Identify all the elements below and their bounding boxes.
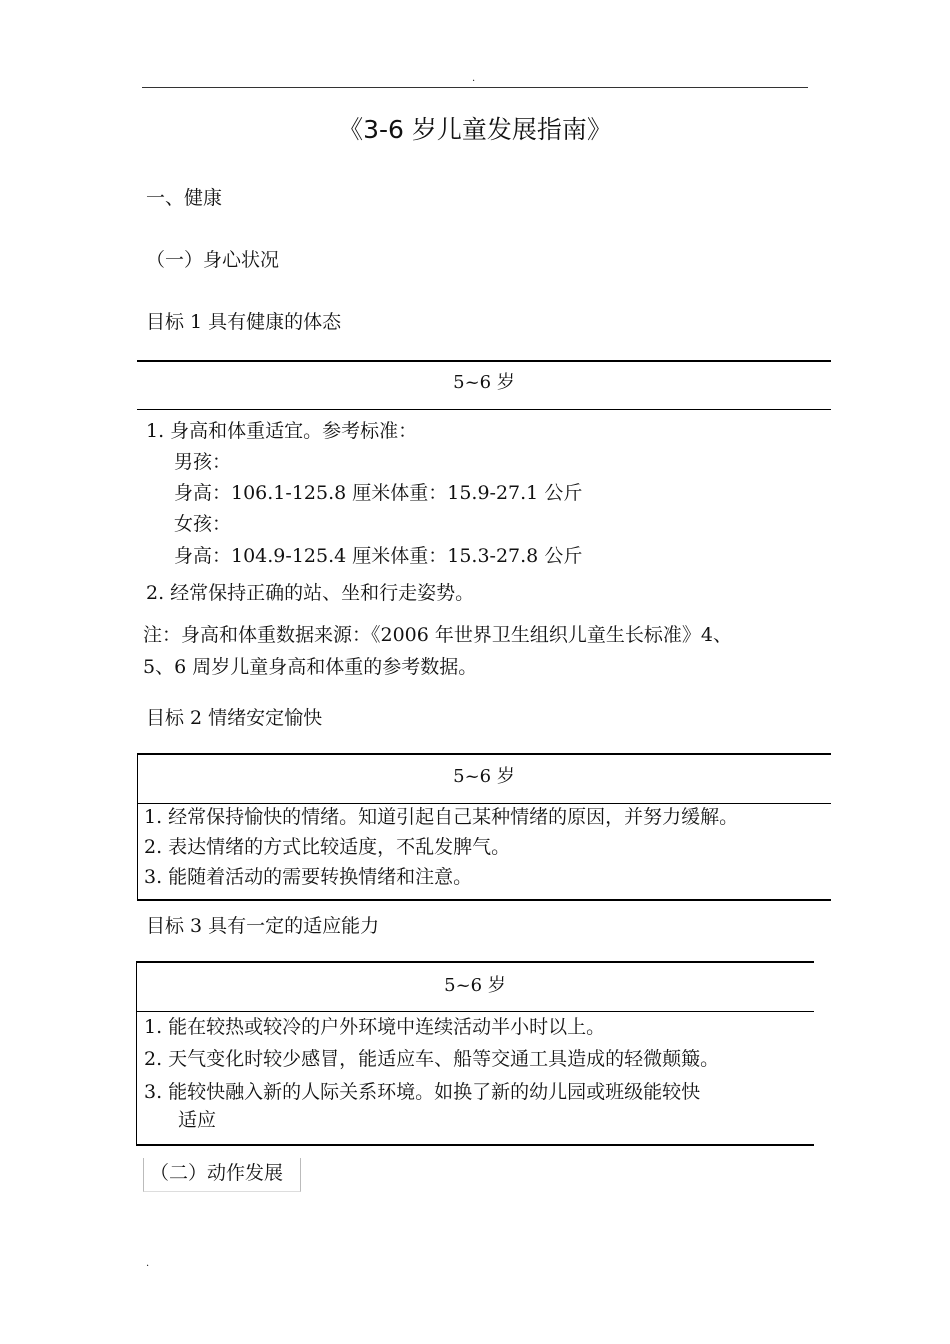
goal1-item: 女孩： bbox=[174, 513, 232, 535]
goal3-item: 3. 能较快融入新的人际关系环境。如换了新的幼儿园或班级能较快 bbox=[144, 1081, 701, 1103]
goal3-item: 适应 bbox=[178, 1109, 217, 1131]
goal1-item: 1. 身高和体重适宜。参考标准： bbox=[146, 420, 418, 442]
subsection-heading-motor: （二）动作发展 bbox=[143, 1158, 301, 1192]
goal3-title: 目标 3 具有一定的适应能力 bbox=[146, 915, 380, 937]
section-heading-health: 一、健康 bbox=[146, 187, 223, 209]
goal2-title: 目标 2 情绪安定愉快 bbox=[146, 707, 323, 729]
subsection-heading-physical-mental: （一）身心状况 bbox=[146, 249, 280, 271]
goal1-age-header: 5~6 岁 bbox=[453, 372, 515, 393]
goal2-item: 1. 经常保持愉快的情绪。知道引起自己某种情绪的原因，并努力缓解。 bbox=[144, 806, 739, 828]
goal3-header-separator bbox=[136, 1011, 814, 1012]
goal1-item: 2. 经常保持正确的站、坐和行走姿势。 bbox=[146, 582, 475, 604]
goal2-item: 3. 能随着活动的需要转换情绪和注意。 bbox=[144, 866, 473, 888]
goal3-age-header: 5~6 岁 bbox=[444, 975, 506, 996]
goal1-item: 男孩： bbox=[174, 451, 232, 473]
goal2-age-header: 5~6 岁 bbox=[453, 766, 515, 787]
header-dot: . bbox=[472, 73, 476, 84]
goal3-item: 1. 能在较热或较冷的户外环境中连续活动半小时以上。 bbox=[144, 1016, 606, 1038]
note-line: 注：身高和体重数据来源：《2006 年世界卫生组织儿童生长标准》4、 bbox=[143, 624, 732, 646]
goal2-item: 2. 表达情绪的方式比较适度，不乱发脾气。 bbox=[144, 836, 511, 858]
goal1-item: 身高：106.1-125.8 厘米体重：15.9-27.1 公斤 bbox=[174, 482, 583, 504]
goal1-item: 身高：104.9-125.4 厘米体重：15.3-27.8 公斤 bbox=[174, 545, 583, 567]
footer-dot: . bbox=[146, 1258, 150, 1269]
header-rule bbox=[142, 87, 808, 88]
goal1-title: 目标 1 具有健康的体态 bbox=[146, 311, 342, 333]
goal3-item: 2. 天气变化时较少感冒，能适应车、船等交通工具造成的轻微颠簸。 bbox=[144, 1048, 720, 1070]
goal1-table-top-rule bbox=[137, 360, 831, 362]
goal1-header-separator bbox=[137, 409, 831, 410]
document-title: 《3-6 岁儿童发展指南》 bbox=[338, 115, 612, 144]
note-line: 5、6 周岁儿童身高和体重的参考数据。 bbox=[143, 656, 478, 678]
